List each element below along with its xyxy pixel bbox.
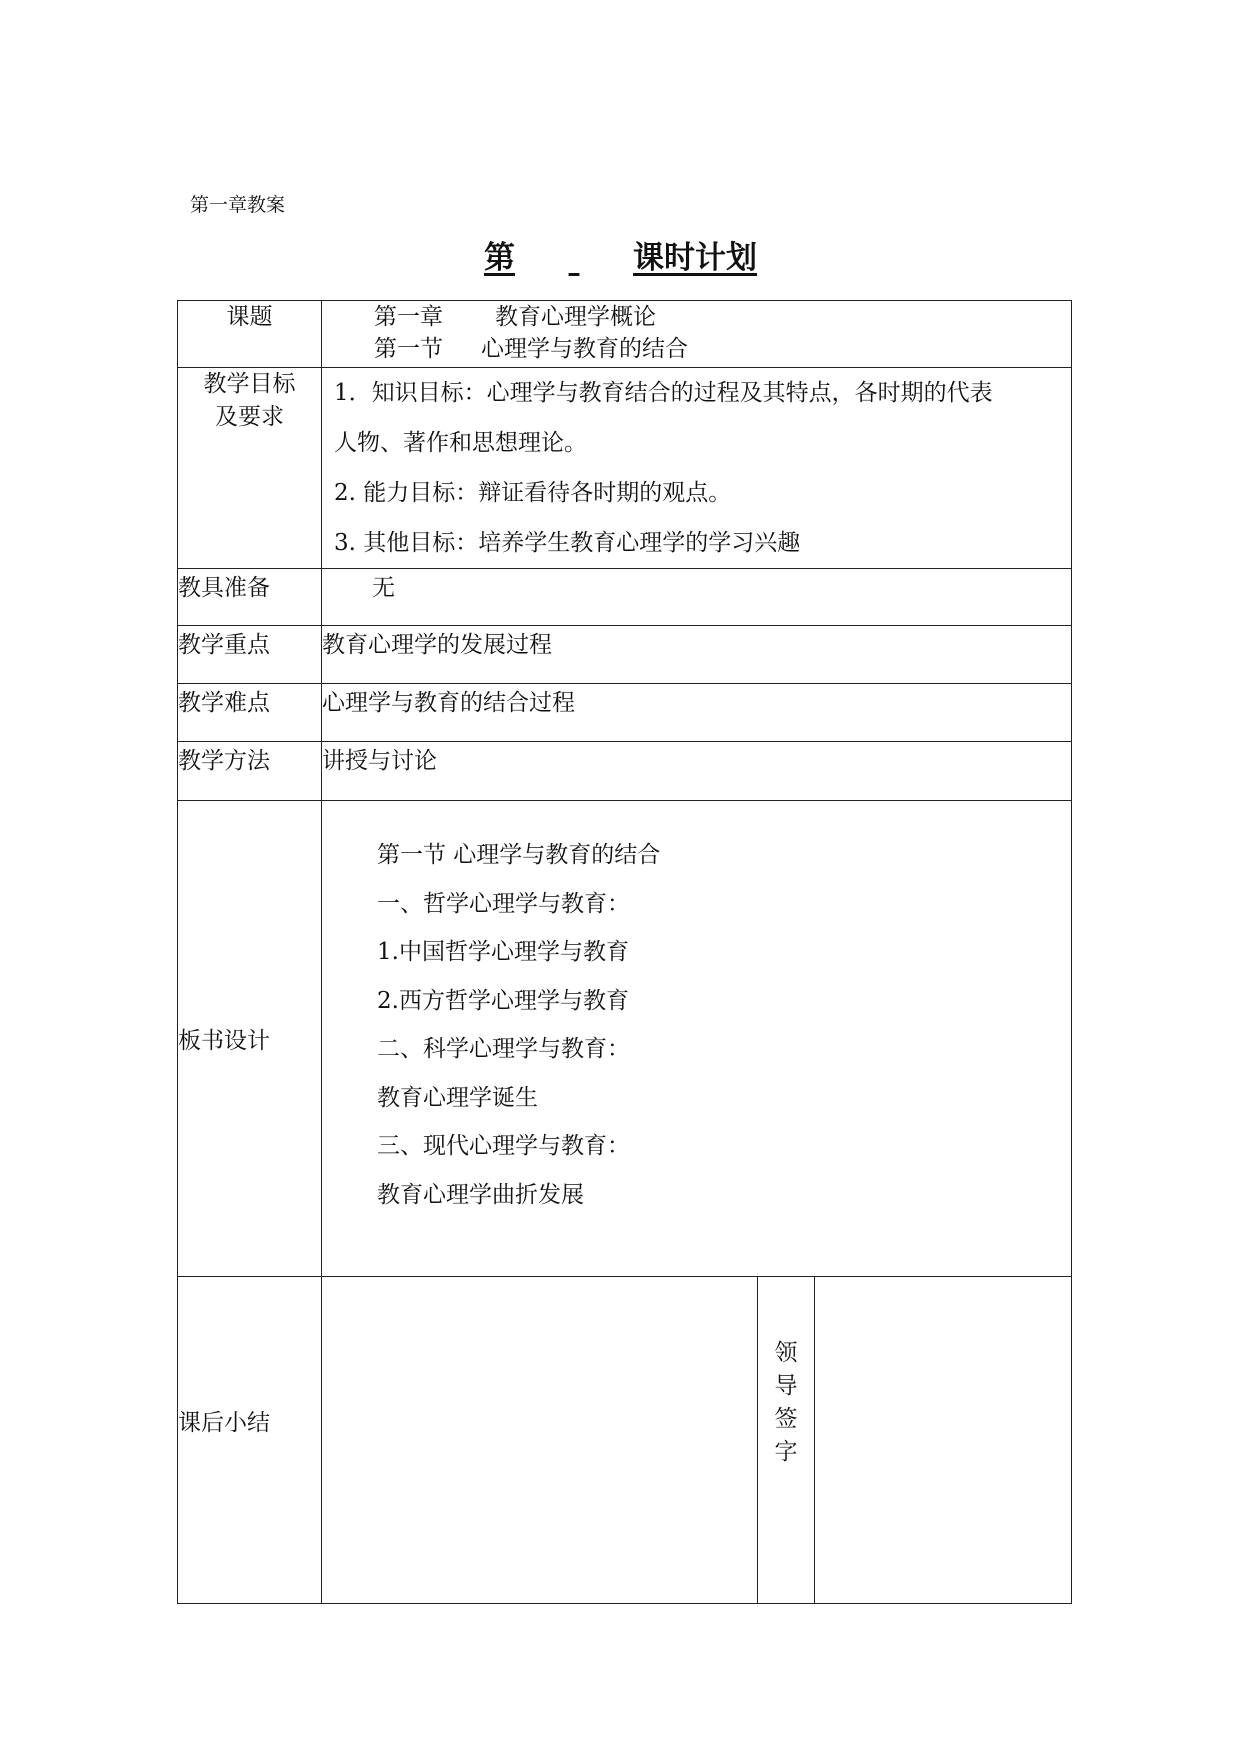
header-note: 第一章教案 — [190, 194, 286, 216]
goals-label-line2: 及要求 — [215, 404, 284, 430]
method-value: 讲授与讨论 — [322, 742, 1072, 801]
row-difficulty — [178, 684, 1072, 742]
title-blank — [515, 240, 633, 276]
row-board — [178, 801, 1072, 1277]
board-label: 板书设计 — [178, 801, 322, 1277]
method-label: 教学方法 — [178, 742, 322, 801]
signature-field[interactable] — [815, 1277, 1072, 1604]
board-line: 第一节 心理学与教育的结合 — [377, 842, 661, 868]
topic-chapter: 第一章 — [374, 304, 443, 330]
summary-label: 课后小结 — [178, 1277, 322, 1604]
page-title — [0, 232, 1241, 277]
signature-label — [758, 1277, 815, 1604]
goal-item: 1．知识目标：心理学与教育结合的过程及其特点，各时期的代表 — [334, 380, 993, 406]
goals-value — [322, 368, 1072, 569]
topic-chapter-title: 教育心理学概论 — [495, 304, 656, 330]
board-line: 教育心理学曲折发展 — [377, 1181, 584, 1208]
goal-item: 3. 其他目标：培养学生教育心理学的学习兴趣 — [334, 530, 801, 556]
lesson-plan-table — [177, 300, 1072, 1604]
goal-item: 人物、著作和思想理论。 — [334, 430, 587, 456]
row-tools — [178, 569, 1072, 626]
goals-label-line1: 教学目标 — [203, 371, 296, 397]
title-prefix: 第 — [484, 240, 515, 276]
signature-char: 字 — [774, 1439, 798, 1465]
board-line: 三、现代心理学与教育： — [377, 1133, 630, 1159]
title-suffix: 课时计划 — [633, 240, 757, 276]
goals-label — [178, 368, 322, 569]
topic-chapter-line — [322, 301, 1071, 333]
signature-char: 签 — [774, 1406, 798, 1432]
difficulty-label: 教学难点 — [178, 684, 322, 742]
row-goals — [178, 368, 1072, 569]
board-line: 一、哲学心理学与教育： — [377, 890, 630, 917]
topic-value — [322, 301, 1072, 368]
row-method — [178, 742, 1072, 801]
focus-value: 教育心理学的发展过程 — [322, 626, 1072, 684]
focus-label: 教学重点 — [178, 626, 322, 684]
row-summary — [178, 1277, 1072, 1604]
tools-label: 教具准备 — [178, 569, 322, 626]
difficulty-value: 心理学与教育的结合过程 — [322, 684, 1072, 742]
board-line: 教育心理学诞生 — [377, 1084, 538, 1111]
row-focus — [178, 626, 1072, 684]
board-value — [322, 801, 1072, 1277]
topic-section-line — [322, 333, 1071, 365]
row-topic — [178, 301, 1072, 368]
signature-char: 导 — [774, 1373, 798, 1399]
summary-value — [322, 1277, 758, 1604]
topic-section: 第一节 — [374, 336, 443, 362]
topic-label: 课题 — [178, 301, 322, 368]
board-line: 二、科学心理学与教育： — [377, 1036, 630, 1062]
goal-item: 2. 能力目标：辩证看待各时期的观点。 — [334, 480, 732, 506]
board-line: 1.中国哲学心理学与教育 — [377, 939, 629, 965]
signature-char: 领 — [774, 1340, 798, 1366]
topic-section-title: 心理学与教育的结合 — [481, 336, 688, 362]
tools-value: 无 — [322, 569, 1072, 626]
board-line: 2.西方哲学心理学与教育 — [377, 987, 629, 1014]
